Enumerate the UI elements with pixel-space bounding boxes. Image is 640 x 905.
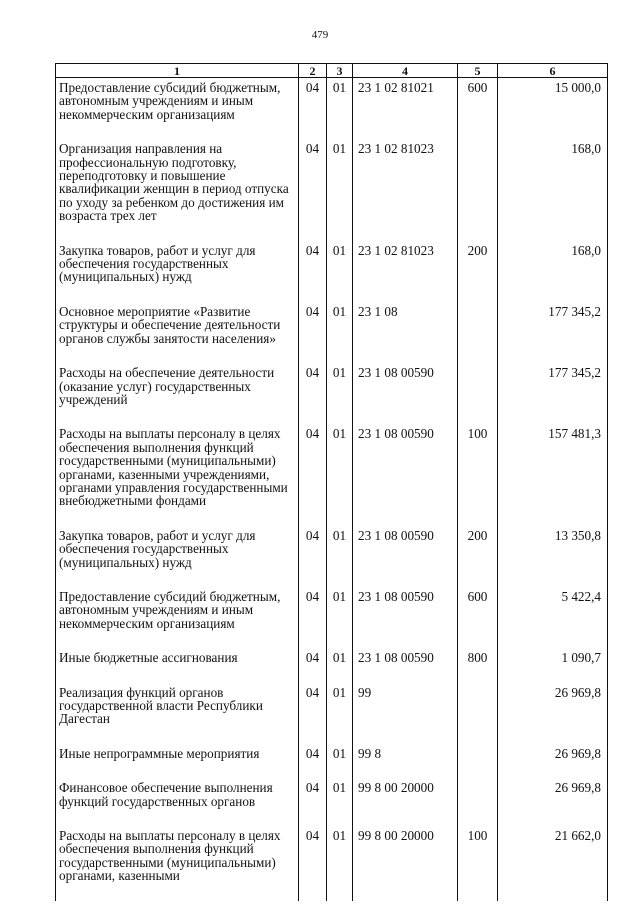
row-name: Закупка товаров, работ и услуг для обеспечения государственных (муниципальных) нужд: [56, 526, 299, 587]
row-name: Иные непрограммные мероприятия: [56, 744, 299, 778]
row-amount: 157 481,3: [498, 424, 608, 525]
row-section: 04: [299, 302, 327, 363]
header-col-1: 1: [56, 64, 299, 78]
row-expense-type: [458, 744, 498, 778]
row-name: Финансовое обеспечение выполнения функций государственных органов: [56, 778, 299, 826]
header-col-2: 2: [299, 64, 327, 78]
row-target-article: 23 1 08 00590: [353, 526, 458, 587]
row-section: 04: [299, 648, 327, 682]
table-row: [56, 826, 608, 901]
row-amount: 177 345,2: [498, 302, 608, 363]
row-name: Организация направления на профессиональную подготовку, переподготовку и повышение квалификации женщин в период отпуска по уходу за ребенком до достижения им возраста трех лет: [56, 139, 299, 240]
row-subsection: 01: [327, 683, 353, 744]
row-subsection: 01: [327, 778, 353, 826]
row-amount: 5 422,4: [498, 587, 608, 648]
header-col-3: 3: [327, 64, 353, 78]
row-target-article: 23 1 02 81023: [353, 139, 458, 240]
row-amount: 1 090,7: [498, 648, 608, 682]
row-amount: 168,0: [498, 241, 608, 302]
row-name: Расходы на выплаты персоналу в целях обеспечения выполнения функций государственными (муниципальными) органами, казенными учреждениями, органами управления государственными внебюджетными фондами: [56, 424, 299, 525]
table-row: [56, 78, 608, 140]
table-row: [56, 241, 608, 302]
row-amount: 26 969,8: [498, 683, 608, 744]
row-target-article: 23 1 08 00590: [353, 424, 458, 525]
row-section: 04: [299, 778, 327, 826]
row-target-article: 99 8: [353, 744, 458, 778]
row-subsection: 01: [327, 139, 353, 240]
row-subsection: 01: [327, 526, 353, 587]
table-row: [56, 744, 608, 778]
row-section: 04: [299, 139, 327, 240]
table-row: [56, 778, 608, 826]
page-number: 479: [311, 29, 329, 41]
row-target-article: 23 1 02 81021: [353, 78, 458, 140]
row-target-article: 23 1 08 00590: [353, 363, 458, 424]
row-subsection: 01: [327, 302, 353, 363]
row-section: 04: [299, 78, 327, 140]
row-target-article: 23 1 08 00590: [353, 648, 458, 682]
budget-table: [55, 63, 608, 901]
row-name: Расходы на выплаты персоналу в целях обеспечения выполнения функций государственными (муниципальными) органами, казенными: [56, 826, 299, 901]
table-row: [56, 587, 608, 648]
row-subsection: 01: [327, 587, 353, 648]
table-row: [56, 424, 608, 525]
row-name: Предоставление субсидий бюджетным, автономным учреждениям и иным некоммерческим организациям: [56, 78, 299, 140]
row-target-article: 23 1 08: [353, 302, 458, 363]
row-expense-type: 100: [458, 826, 498, 901]
row-amount: 168,0: [498, 139, 608, 240]
row-expense-type: 600: [458, 587, 498, 648]
row-amount: 15 000,0: [498, 78, 608, 140]
row-name: Предоставление субсидий бюджетным, автономным учреждениям и иным некоммерческим организациям: [56, 587, 299, 648]
row-subsection: 01: [327, 241, 353, 302]
row-expense-type: 200: [458, 241, 498, 302]
table-header-row: [56, 64, 608, 78]
row-target-article: 99: [353, 683, 458, 744]
row-expense-type: 800: [458, 648, 498, 682]
row-expense-type: [458, 139, 498, 240]
table-row: [56, 683, 608, 744]
table-row: [56, 139, 608, 240]
row-section: 04: [299, 526, 327, 587]
row-name: Закупка товаров, работ и услуг для обеспечения государственных (муниципальных) нужд: [56, 241, 299, 302]
row-expense-type: [458, 683, 498, 744]
row-subsection: 01: [327, 424, 353, 525]
table-row: [56, 363, 608, 424]
row-expense-type: 200: [458, 526, 498, 587]
row-name: Основное мероприятие «Развитие структуры и обеспечение деятельности органов службы занятости населения»: [56, 302, 299, 363]
row-section: 04: [299, 826, 327, 901]
row-target-article: 23 1 08 00590: [353, 587, 458, 648]
row-amount: 177 345,2: [498, 363, 608, 424]
row-section: 04: [299, 587, 327, 648]
header-col-4: 4: [353, 64, 458, 78]
table-row: [56, 526, 608, 587]
row-target-article: 99 8 00 20000: [353, 826, 458, 901]
row-section: 04: [299, 683, 327, 744]
row-expense-type: [458, 363, 498, 424]
row-expense-type: 600: [458, 78, 498, 140]
row-section: 04: [299, 241, 327, 302]
row-section: 04: [299, 744, 327, 778]
header-col-5: 5: [458, 64, 498, 78]
row-target-article: 23 1 02 81023: [353, 241, 458, 302]
row-amount: 26 969,8: [498, 744, 608, 778]
row-expense-type: 100: [458, 424, 498, 525]
row-section: 04: [299, 363, 327, 424]
row-name: Расходы на обеспечение деятельности (оказание услуг) государственных учреждений: [56, 363, 299, 424]
row-amount: 26 969,8: [498, 778, 608, 826]
row-expense-type: [458, 778, 498, 826]
row-section: 04: [299, 424, 327, 525]
header-col-6: 6: [498, 64, 608, 78]
row-subsection: 01: [327, 648, 353, 682]
row-expense-type: [458, 302, 498, 363]
row-name: Иные бюджетные ассигнования: [56, 648, 299, 682]
row-target-article: 99 8 00 20000: [353, 778, 458, 826]
row-subsection: 01: [327, 744, 353, 778]
row-amount: 21 662,0: [498, 826, 608, 901]
row-subsection: 01: [327, 363, 353, 424]
row-name: Реализация функций органов государственной власти Республики Дагестан: [56, 683, 299, 744]
table-row: [56, 302, 608, 363]
row-subsection: 01: [327, 826, 353, 901]
row-subsection: 01: [327, 78, 353, 140]
table-row: [56, 648, 608, 682]
row-amount: 13 350,8: [498, 526, 608, 587]
